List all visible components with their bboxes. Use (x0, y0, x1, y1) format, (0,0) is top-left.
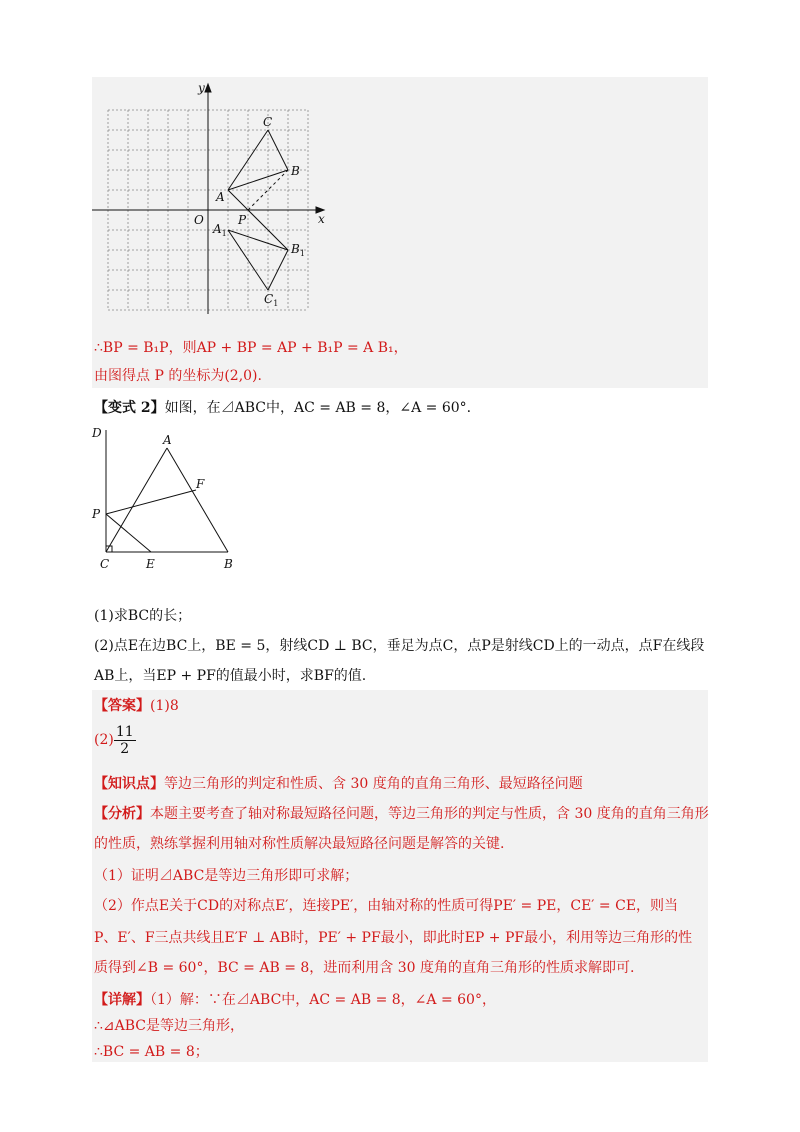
analysis-text: 本题主要考查了轴对称最短路径问题，等边三角形的判定与性质，含 30 度角的直角三角形 (150, 806, 709, 822)
point-e-label: E (146, 557, 155, 571)
axes (92, 84, 324, 314)
analysis-line: （2）作点E关于CD的对称点E′，连接PE′，由轴对称的性质可得PE′ = PE，CE′ = CE，则当 (94, 898, 679, 914)
fraction-numerator: 11 (115, 723, 134, 740)
analysis-line (94, 804, 709, 824)
point-a1-label: $A_1$ (213, 222, 227, 238)
detail-line: ∴⊿ABC是等边三角形， (94, 1018, 245, 1034)
knowledge-label: 【知识点】 (94, 776, 164, 792)
fraction-denominator: 2 (120, 740, 130, 757)
point-c-label: C (100, 557, 110, 571)
answer-2 (94, 722, 136, 758)
variant-heading (94, 398, 471, 418)
solution-line: ∴BP = B₁P，则AP + BP = AP + B₁P = A B₁， (94, 340, 408, 356)
question-2-cont: AB上，当EP + PF的值最小时，求BF的值. (94, 668, 367, 684)
point-p-label: P (238, 213, 247, 227)
analysis-line: （1）证明⊿ABC是等边三角形即可求解； (94, 868, 359, 884)
analysis-line: 的性质，熟练掌握利用轴对称性质解决最短路径问题是解答的关键. (94, 836, 505, 852)
point-c-label: C (263, 115, 273, 129)
point-a-label: A (163, 433, 172, 447)
axis-x-label: x (318, 212, 325, 226)
answer-label: 【答案】 (94, 698, 150, 714)
answer-2-fraction (114, 724, 136, 757)
analysis-line: 质得到∠B = 60°，BC = AB = 8，进而利用含 30 度角的直角三角形的性质求解即可. (94, 960, 635, 976)
knowledge-line (94, 774, 583, 794)
axis-y-label: y (198, 81, 205, 95)
point-d-label: D (92, 426, 102, 440)
point-b1-label: $B_1$ (291, 242, 305, 258)
triangle-figure (88, 422, 248, 572)
analysis-line: P、E′、F三点共线且E′F ⊥ AB时，PE′ + PF最小，即此时EP + PF最小，利用等边三角形的性 (94, 930, 693, 946)
point-p-label: P (92, 507, 101, 521)
answer-line (94, 696, 179, 716)
knowledge-text: 等边三角形的判定和性质、含 30 度角的直角三角形、最短路径问题 (164, 776, 583, 792)
detail-line (94, 990, 496, 1010)
point-f-label: F (196, 477, 205, 491)
point-b-label: B (224, 557, 233, 571)
analysis-label: 【分析】 (94, 806, 150, 822)
point-b-label: B (291, 164, 300, 178)
detail-text: （1）解：∵在⊿ABC中，AC = AB = 8，∠A = 60°， (150, 992, 496, 1008)
origin-label: O (194, 213, 204, 227)
variant-text: 如图，在⊿ABC中，AC = AB = 8，∠A = 60°. (164, 400, 472, 416)
coordinate-figure (88, 78, 338, 318)
detail-label: 【详解】 (94, 992, 150, 1008)
answer-2-prefix: (2) (94, 732, 114, 748)
solution-line: 由图得点 P 的坐标为(2,0). (94, 368, 262, 384)
answer-1: (1)8 (150, 698, 179, 714)
point-a-label: A (216, 190, 225, 204)
question-2: (2)点E在边BC上，BE = 5，射线CD ⊥ BC，垂足为点C，点P是射线CD上的一动点，点F在线段 (94, 638, 705, 654)
variant-label: 【变式 2】 (94, 400, 165, 416)
detail-line: ∴BC = AB = 8； (94, 1044, 209, 1060)
question-1: (1)求BC的长； (94, 608, 192, 624)
point-c1-label: $C_1$ (264, 292, 279, 308)
